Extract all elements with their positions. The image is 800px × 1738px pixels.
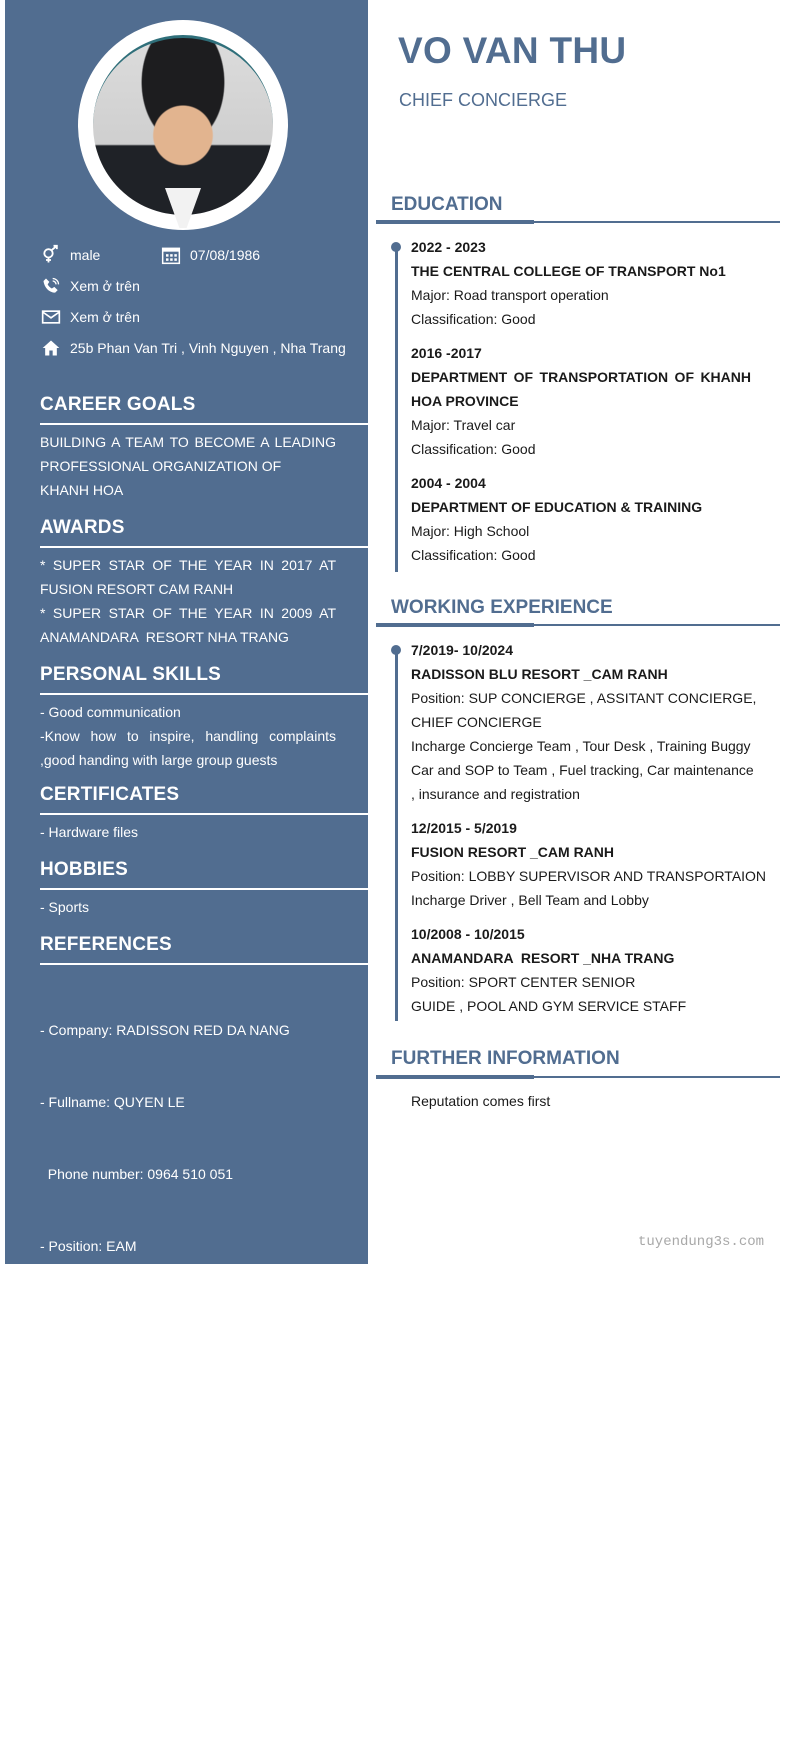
experience-timeline [395,649,398,1021]
experience-period: 7/2019- 10/2024 [411,642,513,658]
reference-line: - Position : FOM [40,1670,142,1686]
education-timeline [395,246,398,572]
education-classification: Classification: Good [411,311,536,327]
gender-value: male [70,247,101,263]
text-line: KHANH HOA [40,482,124,498]
experience-company: ANAMANDARA RESORT _NHA TRANG [411,950,675,966]
reference-line: - Company: RADISSON RED DA NANG [40,1022,290,1038]
watermark: tuyendung3s.com [638,1234,765,1250]
experience-line: , insurance and registration [411,786,580,802]
education-divider [376,221,780,223]
address-row [40,337,346,359]
avatar-frame [78,20,288,230]
text-line: - Hardware files [40,824,139,840]
sidebar [5,0,368,1686]
experience-company: RADISSON BLU RESORT _CAM RANH [411,666,668,682]
further-title: FURTHER INFORMATION [391,1048,620,1069]
text-line: * SUPER STAR OF THE YEAR IN 2009 AT [40,605,336,621]
reference-line: - Fullname: QUYEN LE [40,1094,185,1110]
divider [40,423,368,425]
awards-section [40,513,368,649]
avatar [93,35,273,215]
education-school: HOA PROVINCE [411,393,519,409]
text-line: ANAMANDARA RESORT NHA TRANG [40,629,289,645]
education-period: 2016 -2017 [411,345,482,361]
divider [40,888,368,890]
certificates-section [40,780,368,844]
gender-icon [40,244,62,266]
timeline-dot [391,242,401,252]
reference-line [40,1378,336,1402]
further-line: Reputation comes first [411,1093,551,1109]
divider [40,546,368,548]
reference-line: - Phone number: 0905 277 564 [40,1598,238,1614]
phone-value: Xem ở trên [70,278,140,294]
education-major: Major: Road transport operation [411,287,609,303]
education-item [411,471,751,567]
section-title: CERTIFICATES [40,784,180,805]
education-title: EDUCATION [391,194,503,215]
experience-line: Incharge Concierge Team , Tour Desk , Training Buggy [411,738,751,754]
experience-divider [376,624,780,626]
home-icon [40,337,62,359]
email-value: Xem ở trên [70,309,140,325]
text-line: * SUPER STAR OF THE YEAR IN 2017 AT [40,557,336,573]
section-title: HOBBIES [40,859,128,880]
timeline-dot [391,645,401,655]
education-classification: Classification: Good [411,441,536,457]
divider [40,693,368,695]
education-period: 2004 - 2004 [411,475,486,491]
reference-line: Phone number: 0964 510 051 [40,1166,234,1182]
career-goals-section [40,390,368,502]
experience-period: 12/2015 - 5/2019 [411,820,517,836]
education-school: THE CENTRAL COLLEGE OF TRANSPORT No1 [411,263,726,279]
experience-title: WORKING EXPERIENCE [391,597,613,618]
phone-icon [40,275,62,297]
reference-line: -Company: FUSION RESORT CAM RANH [40,1454,310,1470]
reference-line: -Fullname: NGUYEN DI HOA [40,1526,230,1542]
birthdate-row [160,244,260,266]
reference-line [40,1306,336,1330]
experience-line: Incharge Driver , Bell Team and Lobby [411,892,649,908]
experience-line: Position: SUP CONCIERGE , ASSITANT CONCIERGE, [411,690,757,706]
references-section [40,930,368,1738]
education-school: DEPARTMENT OF TRANSPORTATION OF KHANH [411,369,751,385]
envelope-icon [40,306,62,328]
experience-item [411,816,767,912]
education-item [411,341,751,461]
education-school: DEPARTMENT OF EDUCATION & TRAINING [411,499,703,515]
education-major: Major: Travel car [411,417,516,433]
experience-company: FUSION RESORT _CAM RANH [411,844,615,860]
reference-line: - Position: EAM [40,1238,137,1254]
further-divider [376,1076,780,1078]
text-line: PROFESSIONAL ORGANIZATION OF [40,458,282,474]
section-title: REFERENCES [40,934,172,955]
candidate-name: VO VAN THU [398,30,627,71]
education-period: 2022 - 2023 [411,239,486,255]
phone-row [40,275,140,297]
experience-period: 10/2008 - 10/2015 [411,926,525,942]
further-text [411,1089,751,1113]
text-line: ,good handing with large group guests [40,752,278,768]
text-line: BUILDING A TEAM TO BECOME A LEADING [40,434,336,450]
experience-line: Car and SOP to Team , Fuel tracking, Car maintenance [411,762,754,778]
divider [40,963,368,965]
experience-line: Position: LOBBY SUPERVISOR AND TRANSPORTAION [411,868,767,884]
education-major: Major: High School [411,523,530,539]
text-line: - Sports [40,899,90,915]
experience-item [411,638,757,806]
divider [40,813,368,815]
section-title: AWARDS [40,517,125,538]
text-line: - Good communication [40,704,181,720]
candidate-title: CHIEF CONCIERGE [399,90,568,110]
section-title: PERSONAL SKILLS [40,664,222,685]
birthdate-value: 07/08/1986 [190,247,261,263]
experience-line: CHIEF CONCIERGE [411,714,542,730]
text-line: FUSION RESORT CAM RANH [40,581,234,597]
experience-line: GUIDE , POOL AND GYM SERVICE STAFF [411,998,687,1014]
gender-row [40,244,100,266]
experience-line: Position: SPORT CENTER SENIOR [411,974,636,990]
personal-skills-section [40,660,368,772]
email-row [40,306,140,328]
hobbies-section [40,855,368,919]
experience-item [411,922,751,1018]
education-item [411,235,751,331]
text-line: -Know how to inspire, handling complaints [40,728,336,744]
address-value: 25b Phan Van Tri , Vinh Nguyen , Nha Trang [70,340,346,356]
education-classification: Classification: Good [411,547,536,563]
section-title: CAREER GOALS [40,394,196,415]
calendar-icon [160,244,182,266]
